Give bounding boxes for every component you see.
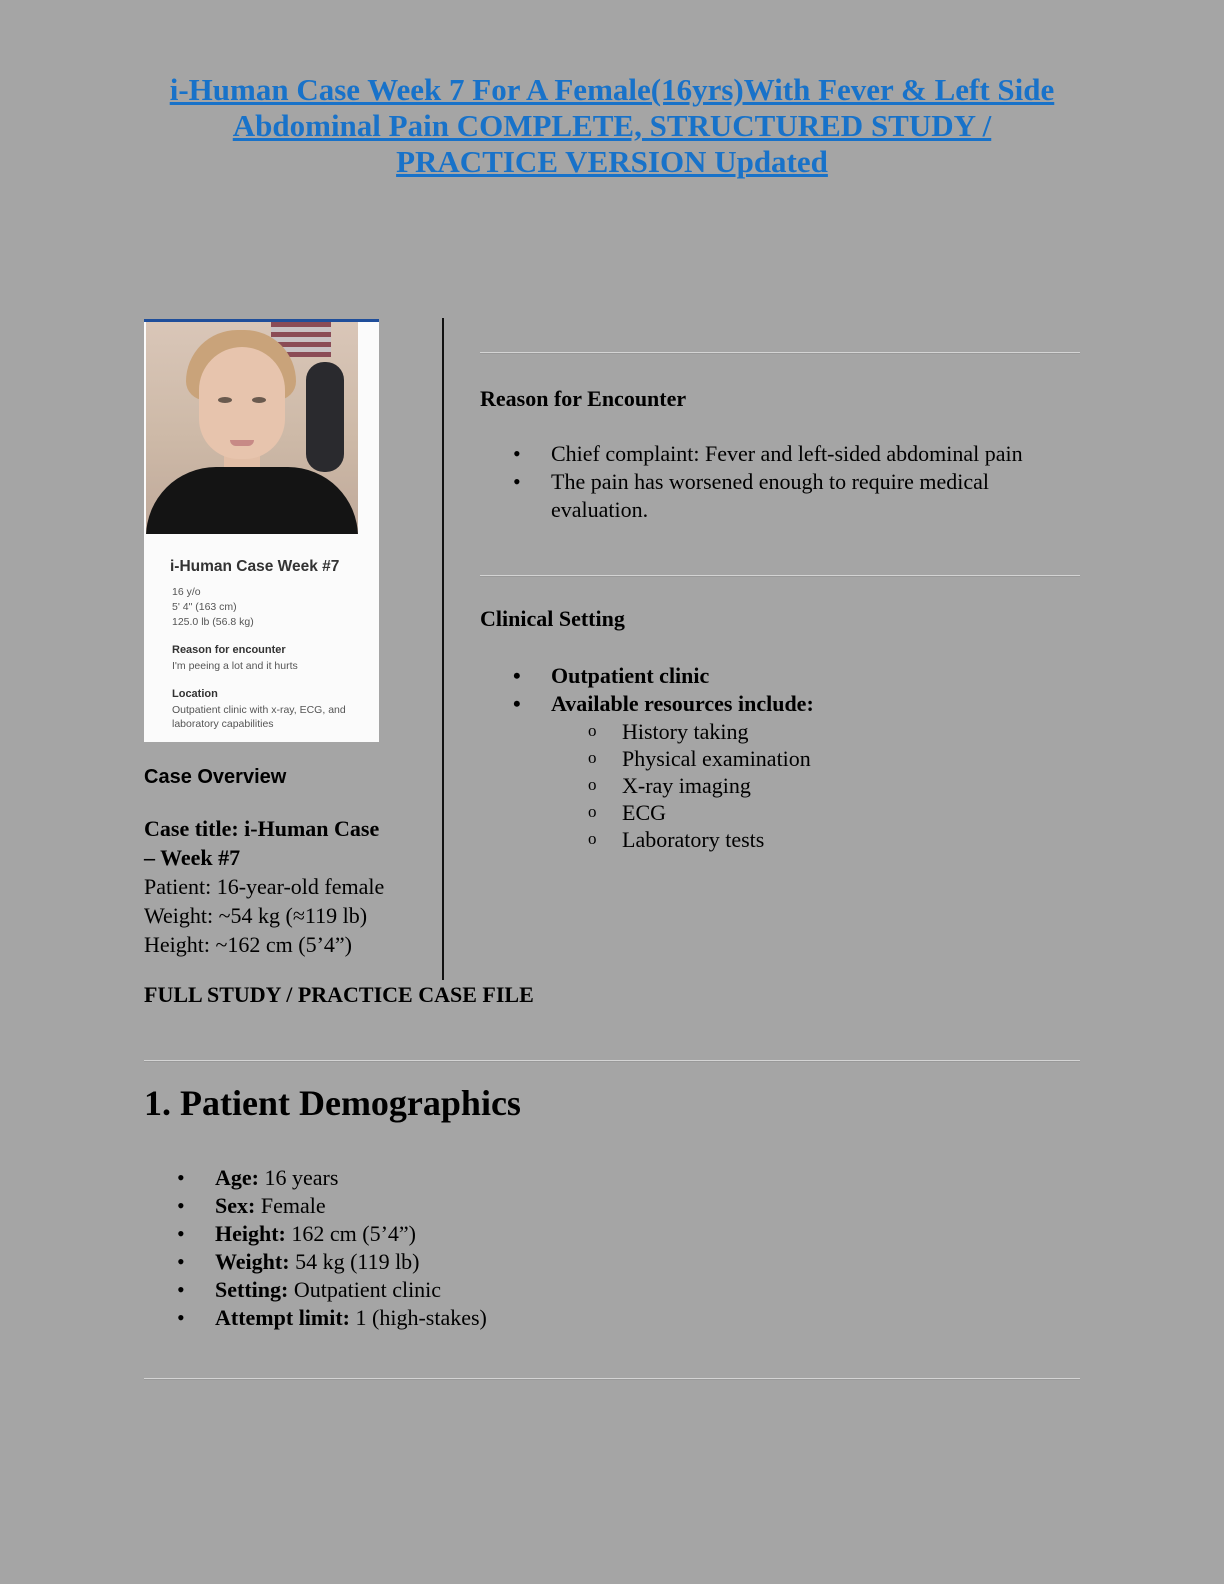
case-overview-heading: Case Overview bbox=[144, 766, 287, 788]
list-item: • Setting: Outpatient clinic bbox=[144, 1276, 844, 1304]
card-weight: 125.0 lb (56.8 kg) bbox=[172, 616, 254, 628]
horizontal-rule bbox=[144, 1060, 1080, 1062]
list-item: • Chief complaint: Fever and left-sided abdominal pain bbox=[480, 440, 1100, 468]
horizontal-rule bbox=[144, 1378, 1080, 1380]
overview-weight: Weight: ~54 kg (≈119 lb) bbox=[144, 903, 368, 928]
case-overview bbox=[144, 814, 429, 959]
title-line-1[interactable]: i-Human Case Week 7 For A Female(16yrs)With Fever & Left Side bbox=[169, 72, 1055, 107]
demographics-heading: 1. Patient Demographics bbox=[144, 1083, 521, 1123]
list-item: • Outpatient clinic bbox=[480, 662, 1100, 690]
list-item: o History taking bbox=[551, 718, 1100, 745]
card-age: 16 y/o bbox=[172, 586, 201, 598]
card-location-label: Location bbox=[172, 688, 218, 700]
list-item: • Height: 162 cm (5’4”) bbox=[144, 1220, 844, 1248]
title-line-2[interactable]: Abdominal Pain COMPLETE, STRUCTURED STUDY / bbox=[232, 108, 992, 143]
list-item: • Age: 16 years bbox=[144, 1164, 844, 1192]
card-reason-label: Reason for encounter bbox=[172, 644, 286, 656]
list-item: o X-ray imaging bbox=[551, 772, 1100, 799]
resources-label: Available resources include: bbox=[551, 691, 814, 716]
document-title[interactable] bbox=[140, 72, 1084, 180]
clinical-list bbox=[480, 662, 1100, 853]
card-title: i-Human Case Week #7 bbox=[170, 558, 340, 575]
full-file-heading: FULL STUDY / PRACTICE CASE FILE bbox=[144, 982, 534, 1007]
card-height: 5' 4" (163 cm) bbox=[172, 601, 237, 613]
list-item: • The pain has worsened enough to require medical evaluation. bbox=[480, 468, 1041, 524]
case-title-line-1: Case title: i-Human Case bbox=[144, 816, 380, 841]
case-title-line-2: – Week #7 bbox=[144, 845, 241, 870]
list-item: • Weight: 54 kg (119 lb) bbox=[144, 1248, 844, 1276]
list-item: • Attempt limit: 1 (high-stakes) bbox=[144, 1304, 844, 1332]
title-line-3[interactable]: PRACTICE VERSION Updated bbox=[396, 144, 828, 179]
case-card bbox=[144, 319, 379, 742]
column-divider bbox=[442, 318, 444, 980]
card-reason-text: I'm peeing a lot and it hurts bbox=[172, 660, 298, 672]
list-item: o Laboratory tests bbox=[551, 826, 1100, 853]
patient-photo bbox=[146, 322, 358, 534]
resources-list bbox=[551, 718, 1100, 853]
clinical-heading: Clinical Setting bbox=[480, 606, 625, 631]
list-item: o Physical examination bbox=[551, 745, 1100, 772]
demographics-list bbox=[144, 1164, 844, 1332]
overview-patient: Patient: 16-year-old female bbox=[144, 874, 385, 899]
card-location-line-1: Outpatient clinic with x-ray, ECG, and bbox=[172, 704, 346, 716]
card-location-line-2: laboratory capabilities bbox=[172, 718, 274, 730]
list-item: o ECG bbox=[551, 799, 1100, 826]
horizontal-rule bbox=[480, 352, 1080, 354]
overview-height: Height: ~162 cm (5’4”) bbox=[144, 932, 353, 957]
horizontal-rule bbox=[480, 575, 1080, 577]
reason-list bbox=[480, 440, 1100, 524]
reason-heading: Reason for Encounter bbox=[480, 386, 687, 411]
list-item: • Sex: Female bbox=[144, 1192, 844, 1220]
list-item bbox=[480, 690, 1100, 853]
